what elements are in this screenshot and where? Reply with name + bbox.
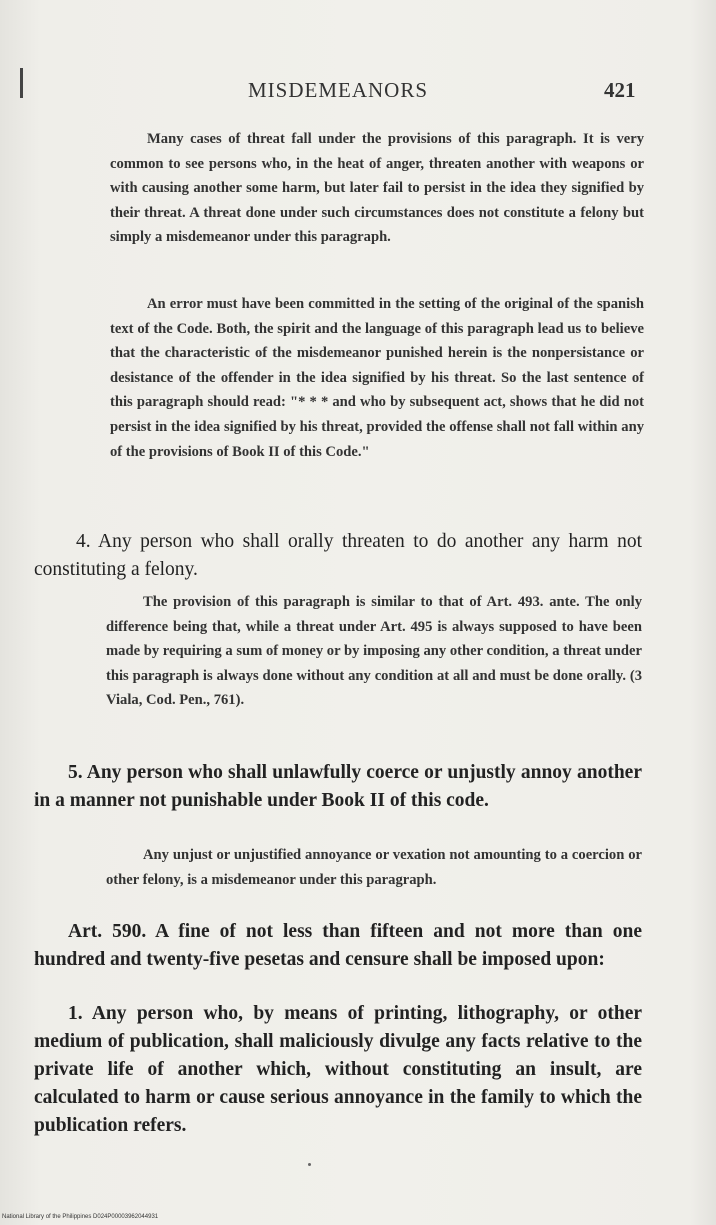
scan-source-footer: National Library of the Philippines D024P00003962044931	[2, 1214, 159, 1220]
article-590-item-1: 1. Any person who, by means of printing, lithography, or other medium of publication, shall maliciously divulge any facts relative to the private life of another which, without constituting an insult, are calculated to harm or cause serious annoyance in the family to which the publication refers.	[34, 1003, 642, 1136]
commentary-paragraph-3: The provision of this paragraph is similar to that of Art. 493. ante. The only difference being that, while a threat under Art. 495 is always supposed to have been made by requiring a sum of money or by imposing any other condition, a threat under this paragraph is always done without any condition at all and must be done orally. (3 Viala, Cod. Pen., 761).	[106, 594, 642, 709]
provision-item-4: 4. Any person who shall orally threaten to do another any harm not constituting a felony.	[34, 531, 642, 580]
provision-item-5: 5. Any person who shall unlawfully coerce or unjustly annoy another in a manner not punishable under Book II of this code.	[34, 762, 642, 811]
commentary-paragraph-1: Many cases of threat fall under the provisions of this paragraph. It is very common to see persons who, in the heat of anger, threaten another with weapons or with causing another some harm, but later fail to persist in the idea they signified by their threat. A threat done under such circumstances does not constitute a felony but simply a misdemeanor under this paragraph.	[110, 131, 644, 246]
article-590: Art. 590. A fine of not less than fifteen and not more than one hundred and twenty-five pesetas and censure shall be imposed upon:	[34, 921, 642, 970]
page-speck	[308, 1163, 311, 1166]
commentary-paragraph-2: An error must have been committed in the setting of the original of the spanish text of the Code. Both, the spirit and the language of this paragraph lead us to believe that the characteristic of the misdemeanor punished herein is the nonpersistance or desistance of the offender in the idea signified by his threat. So the last sentence of this paragraph should read: "* * * and who by subsequent act, shows that he did not persist in the idea signified by his threat, provided the offense shall not fall within any of the provisions of Book II of this Code."	[110, 296, 644, 460]
running-head: MISDEMEANORS	[248, 78, 429, 102]
page-header	[0, 78, 716, 108]
commentary-paragraph-4: Any unjust or unjustified annoyance or vexation not amounting to a coercion or other felony, is a misdemeanor under this paragraph.	[106, 847, 642, 888]
page-number: 421	[604, 78, 636, 102]
